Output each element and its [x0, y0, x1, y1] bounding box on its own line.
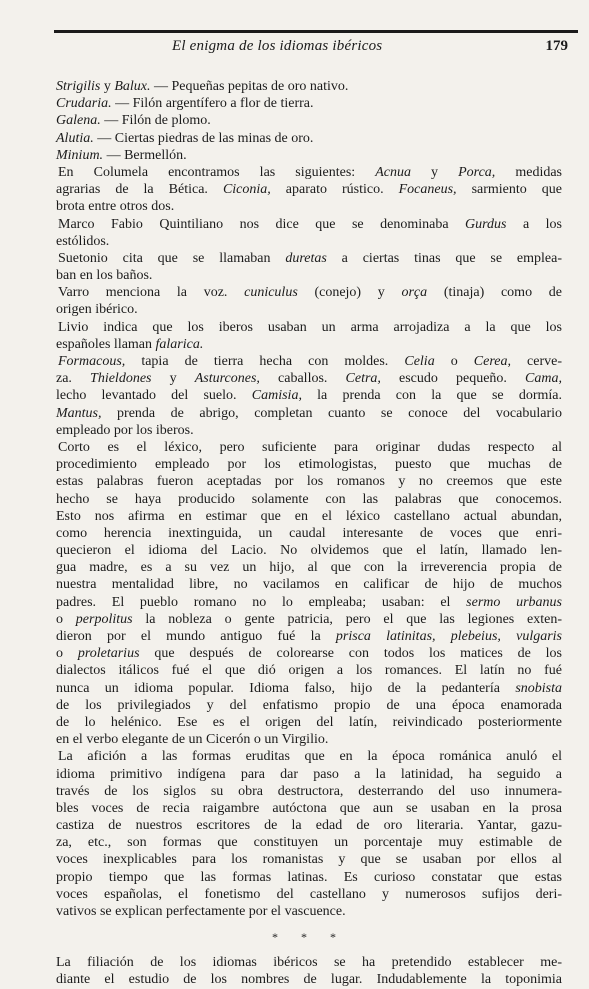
text-run: tapia de tierra hecha con moldes.	[125, 354, 405, 369]
text-line	[56, 147, 562, 164]
text-run: castiza de nuestros escritores de la edad de oro literaria. Yantar, gazu-	[56, 818, 562, 834]
text-run: la prenda con la que se dormía.	[301, 388, 562, 404]
text-run: y	[410, 164, 459, 180]
text-run: como herencia inextinguida, un caudal interesante de voces que enri-	[56, 525, 562, 541]
text-run: de lo helénico. Ese es el origen del latín, reivindicado posteriormente	[56, 714, 562, 730]
text-run: medidas	[495, 164, 563, 180]
text-run: nunca un idioma popular. Idioma falso, hijo de la pedantería	[56, 680, 516, 696]
text-run: za.	[56, 371, 91, 387]
text-line	[56, 869, 562, 886]
text-run: Livio indica que los iberos usaban un arma arrojadiza a la que los	[58, 319, 562, 335]
final-paragraph	[56, 954, 562, 988]
text-line	[56, 353, 562, 370]
text-run: dialectos itálicos fué el que dió origen a los romances. El latín no fué	[56, 663, 562, 679]
italic-term: Ciconia,	[222, 182, 271, 198]
italic-term: Crudaria.	[56, 96, 112, 112]
italic-term: Minium.	[56, 147, 104, 163]
text-line	[56, 542, 562, 559]
italic-term: Acnua	[375, 164, 411, 180]
text-run: españoles llaman	[56, 336, 156, 352]
text-line	[56, 164, 562, 181]
text-run: diante el estudio de los nombres de lugar. Indudablemente la toponimia	[56, 972, 562, 988]
text-line	[56, 954, 562, 971]
header-rule	[54, 30, 578, 33]
text-line	[56, 387, 562, 404]
italic-term: Alutia.	[56, 130, 94, 146]
text-line	[56, 508, 562, 525]
text-line	[56, 594, 562, 611]
italic-term: perpolitus	[75, 611, 133, 627]
text-run: en el verbo elegante de un Cicerón o un Virgilio.	[56, 732, 329, 748]
text-line	[56, 800, 562, 817]
text-run: y	[100, 79, 115, 94]
text-run: lecho levantado del suelo.	[56, 388, 252, 404]
italic-term: prisca latinitas, plebeius, vulgaris	[335, 629, 562, 644]
text-line	[56, 886, 562, 903]
italic-term: duretas	[285, 250, 327, 266]
text-run: bles voces de recia raigambre autóctona que aun se usaban en la prosa	[56, 800, 562, 816]
text-line	[56, 697, 562, 714]
text-line	[56, 662, 562, 679]
text-line	[56, 216, 562, 233]
text-run: Suetonio cita que se llamaban	[58, 250, 286, 266]
text-run: estólidos.	[56, 233, 110, 249]
text-line	[56, 198, 562, 215]
italic-term: Focaneus,	[398, 182, 457, 198]
text-run: — Bermellón.	[103, 147, 187, 163]
text-run: padres. El pueblo romano no lo empleaba; usaban: el	[56, 594, 467, 610]
text-run: idioma primitivo indígena para dar paso a la latinidad, ha seguido a	[56, 766, 562, 782]
text-line	[56, 456, 562, 473]
text-run: agrarias de la Bética.	[56, 182, 223, 198]
italic-term: sermo urbanus	[466, 594, 562, 610]
text-line	[56, 336, 562, 353]
text-line	[56, 851, 562, 868]
text-line	[56, 405, 562, 422]
text-run: (conejo) y	[297, 285, 402, 301]
text-line	[56, 834, 562, 851]
text-run: través de los siglos su obra destructora, desterrando del uso innumera-	[56, 783, 562, 799]
text-run: cerve-	[511, 354, 563, 369]
text-line	[56, 319, 562, 336]
text-run: — Ciertas piedras de las minas de oro.	[93, 130, 314, 146]
text-line	[56, 645, 562, 662]
text-line	[56, 783, 562, 800]
text-run: (tinaja) como de	[427, 285, 562, 301]
text-line	[56, 903, 562, 920]
text-run: vativos se explican perfectamente por el vascuence.	[56, 904, 346, 919]
italic-term: proletarius	[77, 646, 140, 662]
text-line	[56, 267, 562, 284]
text-line	[56, 233, 562, 250]
page-number: 179	[545, 38, 568, 54]
italic-term: Celia	[404, 354, 435, 369]
text-line	[56, 181, 562, 198]
text-run: la nobleza o gente patricia, pero el que las legiones exten-	[132, 611, 563, 627]
text-run: Esto nos afirma en estimar que en el léxico castellano actual abundan,	[56, 508, 562, 524]
text-run: voces inexplicables para los romanistas y que se usaban por ellos al	[56, 852, 562, 868]
text-line	[56, 525, 562, 542]
text-line	[56, 130, 562, 147]
page-header	[54, 8, 578, 56]
text-run: y	[151, 371, 195, 387]
text-line	[56, 611, 562, 628]
text-run: za, etc., son formas que constituyen un porcentaje muy estimable de	[56, 835, 562, 851]
text-run: — Pequeñas pepitas de oro nativo.	[150, 79, 349, 94]
text-run: de los privilegiados y del enfatismo propio de una época enamorada	[56, 697, 562, 713]
italic-term: Mantus,	[56, 405, 102, 421]
text-run: quecieron el idioma del Lacio. No olvidemos que el latín, llamado len-	[56, 543, 562, 559]
text-run: dieron por el mundo antiguo fué la	[56, 629, 336, 644]
italic-term: Strigilis	[56, 79, 101, 94]
italic-term: Gurdus	[465, 216, 507, 232]
italic-term: Formacous,	[58, 354, 126, 369]
text-run: sarmiento que	[456, 182, 563, 198]
text-line	[56, 112, 562, 129]
text-run: o	[434, 354, 474, 369]
text-run: origen ibérico.	[56, 302, 138, 318]
main-paragraphs	[56, 78, 562, 920]
text-line	[56, 250, 562, 267]
text-run: — Filón de plomo.	[100, 113, 211, 129]
text-line	[56, 559, 562, 576]
text-line	[56, 748, 562, 765]
text-line	[56, 370, 562, 387]
text-line	[56, 301, 562, 318]
text-run: En Columela encontramos las siguientes:	[58, 164, 376, 180]
italic-term: Balux.	[114, 79, 151, 94]
text-line	[56, 78, 562, 95]
body-text	[56, 78, 562, 989]
running-title: El enigma de los idiomas ibéricos	[172, 38, 383, 54]
italic-term: snobista	[515, 680, 562, 696]
text-line	[56, 284, 562, 301]
text-run: o	[56, 646, 78, 662]
text-line	[56, 95, 562, 112]
text-run: Corto es el léxico, pero suficiente para originar dudas respecto al	[58, 439, 562, 455]
text-run: prenda de abrigo, completan cuanto se conoce del vocabulario	[101, 405, 562, 421]
text-run: empleado por los iberos.	[56, 422, 194, 438]
italic-term: Galena.	[56, 113, 101, 129]
italic-term: Cerea,	[473, 354, 511, 369]
text-run: Marco Fabio Quintiliano nos dice que se denominaba	[58, 216, 466, 232]
italic-term: orça	[401, 285, 428, 301]
text-line	[56, 731, 562, 748]
section-separator: * * *	[272, 930, 346, 945]
italic-term: Cama,	[525, 371, 562, 387]
italic-term: Cetra,	[345, 371, 381, 387]
italic-term: Porca,	[458, 164, 496, 180]
text-line	[56, 766, 562, 783]
text-line	[56, 680, 562, 697]
italic-term: Asturcones,	[194, 371, 260, 387]
text-run: o	[56, 611, 76, 627]
text-run: a los	[506, 216, 563, 232]
text-run: Varro menciona la voz.	[58, 285, 245, 301]
italic-term: Thieldones	[90, 371, 152, 387]
text-run: La afición a las formas eruditas que en la época románica anuló el	[58, 749, 562, 765]
text-run: estas palabras fueron aceptadas por los romanos y no creemos que este	[56, 474, 562, 490]
text-run: voces españolas, el fonetismo del castellano y numerosos sufijos deri-	[56, 886, 562, 902]
text-run: brota entre otros dos.	[56, 199, 175, 215]
text-run: procedimiento empleado por los etimologistas, puesto que muchas de	[56, 457, 562, 473]
text-run: a ciertas tinas que se emplea-	[326, 250, 562, 266]
text-run: La filiación de los idiomas ibéricos se ha pretendido establecer me-	[56, 955, 562, 971]
italic-term: falarica.	[155, 336, 204, 352]
text-run: nuestra mentalidad libre, no vacilamos en calificar de hijo de muchos	[56, 577, 562, 593]
text-line	[56, 628, 562, 645]
text-line	[56, 439, 562, 456]
text-run: — Filón argentífero a flor de tierra.	[111, 96, 314, 112]
text-run: ban en los baños.	[56, 268, 153, 284]
text-run: aparato rústico.	[270, 182, 399, 198]
text-run: hecho se haya producido solamente con las palabras que conocemos.	[56, 491, 562, 507]
text-line	[56, 491, 562, 508]
text-line	[56, 971, 562, 988]
text-run: escudo pequeño.	[380, 371, 526, 387]
text-line	[56, 422, 562, 439]
text-run: gua madre, es a su vez un hijo, al que con la irreverencia propia de	[56, 560, 562, 576]
text-line	[56, 817, 562, 834]
italic-term: cuniculus	[244, 285, 298, 301]
italic-term: Camisia,	[251, 388, 302, 404]
text-run: caballos.	[259, 371, 346, 387]
text-run: que después de colorearse con todos los matices de los	[139, 646, 562, 662]
text-line	[56, 473, 562, 490]
text-line	[56, 576, 562, 593]
text-run: propio tiempo que las formas latinas. Es curioso constatar que estas	[56, 869, 562, 885]
text-line	[56, 714, 562, 731]
